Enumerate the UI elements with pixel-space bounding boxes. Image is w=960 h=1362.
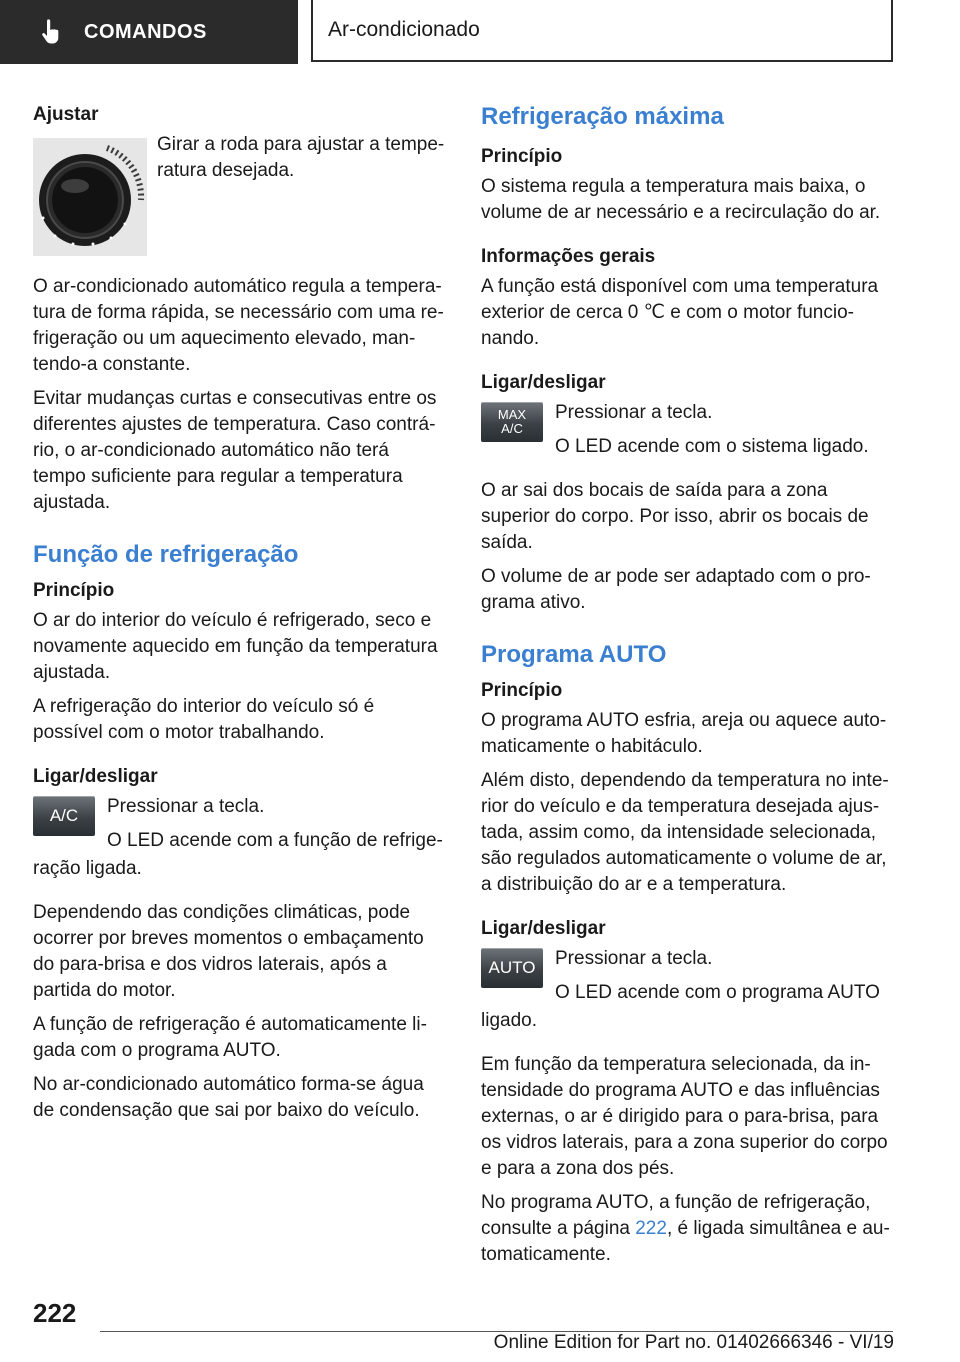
- page-reference-link[interactable]: 222: [635, 1218, 667, 1239]
- chapter-title: Ar-condicionado: [328, 18, 480, 41]
- ajustar-instruction: Girar a roda para ajustar a temperatura desejada.: [157, 134, 445, 181]
- max-principio-heading: Princípio: [481, 146, 563, 167]
- refrigeracao-principio-p2: A refrigeração do interior do veículo só é possível com o motor trabalhando.: [33, 696, 375, 743]
- auto-paragraph-1: Em função da temperatura selecionada, da intensidade do programa AUTO e das influências externas, o ar é dirigido para o para-brisa, para os vidros laterais, para a zona superior do corpo e para a zona dos pés.: [481, 1054, 888, 1179]
- max-press-instruction: Pressionar a tecla.: [555, 402, 713, 423]
- max-info-paragraph: A função está disponível com uma temperatura exterior de cerca 0 ℃ e com o motor funcionando.: [481, 276, 879, 349]
- refrigeracao-paragraph-5: No ar-condicionado automático forma-se água de condensação que sai por baixo do veículo.: [33, 1074, 424, 1121]
- auto-led-text-b: ligado.: [481, 1010, 537, 1031]
- max-ligar-heading: Ligar/desligar: [481, 372, 606, 393]
- section-tab: [0, 0, 298, 64]
- temperature-knob-image: [33, 138, 147, 256]
- right-column: [481, 100, 895, 1268]
- auto-led-text-a: O LED acende com o programa AUTO: [555, 982, 880, 1003]
- auto-paragraph-2: [481, 1190, 895, 1268]
- ac-button-image: A/C: [33, 796, 95, 836]
- auto-ligar-heading: Ligar/desligar: [481, 918, 606, 939]
- auto-press-instruction: Pressionar a tecla.: [555, 948, 713, 969]
- max-principio-paragraph: O sistema regula a temperatura mais baixa, o volume de ar necessário e a recirculação do ar.: [481, 176, 881, 223]
- page-number: 222: [33, 1298, 77, 1328]
- max-title: Refrigeração máxima: [481, 103, 724, 130]
- max-led-text: O LED acende com o sistema ligado.: [555, 436, 869, 457]
- max-info-heading: Informações gerais: [481, 246, 656, 267]
- refrigeracao-principio-p1: O ar do interior do veículo é refrigerado, seco e novamente aquecido em função da temperatura ajustada.: [33, 610, 438, 683]
- ajustar-paragraph-2: Evitar mudanças curtas e consecutivas entre os diferentes ajustes de temperatura. Caso contrário, o ar-condicionado automático não terá tempo suficiente para regular a temperatura ajustada.: [33, 388, 437, 513]
- refrigeracao-principio-heading: Princípio: [33, 580, 115, 601]
- max-paragraph-2: O volume de ar pode ser adaptado com o programa ativo.: [481, 566, 871, 613]
- auto-principio-p1: O programa AUTO esfria, areja ou aquece automaticamente o habitáculo.: [481, 710, 887, 757]
- hand-pointer-icon: [40, 19, 62, 45]
- auto-title: Programa AUTO: [481, 641, 667, 668]
- auto-p2-before: No programa AUTO, a função de refrigeração, consulte a página: [481, 1192, 871, 1239]
- ajustar-paragraph-1: O ar-condicionado automático regula a temperatura de forma rápida, se necessário com uma refrigeração ou um aquecimento elevado, mantendo-a constante.: [33, 276, 444, 375]
- refrigeracao-ligar-heading: Ligar/desligar: [33, 766, 158, 787]
- ac-led-text-a: O LED acende com a função de refrige-: [107, 830, 443, 851]
- ac-led-text-b: ração ligada.: [33, 858, 142, 879]
- refrigeracao-title: Função de refrigeração: [33, 541, 299, 568]
- auto-p2-after: , é ligada simultânea e automaticamente.: [481, 1218, 890, 1265]
- max-paragraph-1: O ar sai dos bocais de saída para a zona superior do corpo. Por isso, abrir os bocais de saída.: [481, 480, 869, 553]
- section-title: COMANDOS: [84, 20, 207, 43]
- auto-principio-heading: Princípio: [481, 680, 563, 701]
- auto-principio-p2: Além disto, dependendo da temperatura no interior do veículo e da temperatura desejada ajustada, assim como, da intensidade selecionada, são regulados automaticamente o volume de ar, a distribuição do ar e a temperatura.: [481, 770, 889, 895]
- max-ac-button-image: [481, 402, 543, 442]
- ajustar-instruction-row: [33, 132, 447, 256]
- ac-button-row: [33, 794, 447, 854]
- footer-edition: Online Edition for Part no. 01402666346 - VI/19: [493, 1332, 894, 1353]
- max-button-line2: A/C: [501, 421, 523, 436]
- max-button-row: [481, 400, 895, 460]
- chapter-header: [311, 0, 893, 62]
- auto-button-image: AUTO: [481, 948, 543, 988]
- refrigeracao-paragraph-4: A função de refrigeração é automaticamente ligada com o programa AUTO.: [33, 1014, 427, 1061]
- ac-press-instruction: Pressionar a tecla.: [107, 796, 265, 817]
- auto-button-row: [481, 946, 895, 1006]
- refrigeracao-paragraph-3: Dependendo das condições climáticas, pode ocorrer por breves momentos o embaçamento do para-brisa e dos vidros laterais, após a partida do motor.: [33, 902, 424, 1001]
- ajustar-heading: Ajustar: [33, 104, 99, 125]
- left-column: [33, 100, 447, 1124]
- max-button-line1: MAX: [497, 407, 527, 422]
